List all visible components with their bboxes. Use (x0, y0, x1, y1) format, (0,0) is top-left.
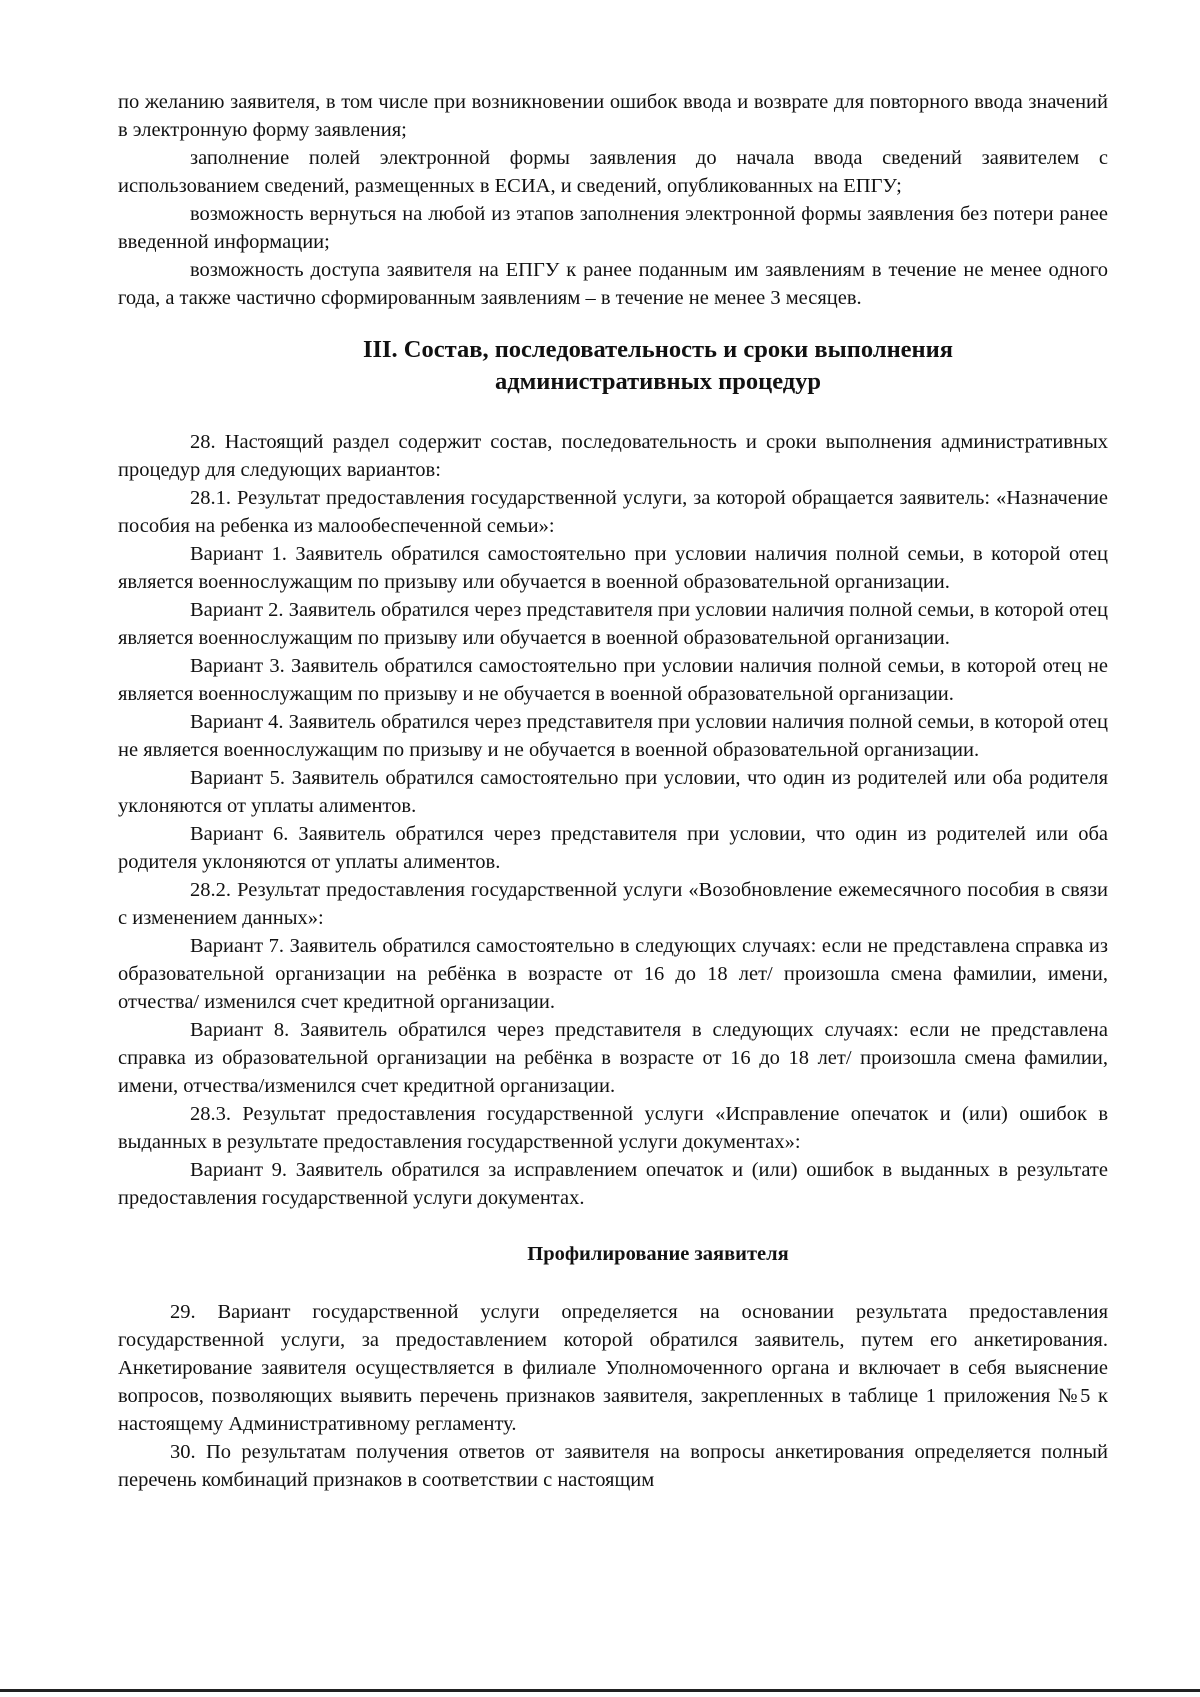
spacer (118, 398, 1108, 428)
intro-paragraph-4: возможность доступа заявителя на ЕПГУ к ранее поданным им заявлениям в течение не менее одного года, а также частично сформированным заявлениям – в течение не менее 3 месяцев. (118, 259, 1108, 309)
intro-paragraph-1: по желанию заявителя, в том числе при возникновении ошибок ввода и возврате для повторного ввода значений в электронную форму заявления; (118, 91, 1108, 141)
paragraph-28: 28. Настоящий раздел содержит состав, последовательность и сроки выполнения административных процедур для следующих вариантов: (118, 431, 1108, 481)
document-page (118, 88, 1108, 1494)
paragraph-28-1: 28.1. Результат предоставления государственной услуги, за которой обращается заявитель: «Назначение пособия на ребенка из малообеспеченной семьи»: (118, 487, 1108, 537)
paragraph-29: 29. Вариант государственной услуги определяется на основании результата предоставления государственной услуги, за предоставлением которой обратился заявитель, путем его анкетирования. Анкетирование заявителя осуществляется в филиале Уполномоченного органа и включает в себя выяснение вопросов, позволяющих выявить перечень признаков заявителя, закрепленных в таблице 1 приложения №5 к настоящему Административному регламенту. (118, 1301, 1108, 1435)
variant-8: Вариант 8. Заявитель обратился через представителя в следующих случаях: если не представлена справка из образовательной организации на ребёнка в возрасте от 16 до 18 лет/ произошла смена фамилии, имени, отчества/изменился счет кредитной организации. (118, 1019, 1108, 1097)
variant-6: Вариант 6. Заявитель обратился через представителя при условии, что один из родителей или оба родителя уклоняются от уплаты алиментов. (118, 823, 1108, 873)
spacer (118, 1212, 1108, 1240)
paragraph-30: 30. По результатам получения ответов от заявителя на вопросы анкетирования определяется полный перечень комбинаций признаков в соответствии с настоящим (118, 1441, 1108, 1491)
spacer (118, 1268, 1108, 1298)
paragraph-28-2: 28.2. Результат предоставления государственной услуги «Возобновление ежемесячного пособия в связи с изменением данных»: (118, 879, 1108, 929)
scan-bottom-edge-line (0, 1689, 1200, 1692)
variant-2: Вариант 2. Заявитель обратился через представителя при условии наличия полной семьи, в которой отец является военнослужащим по призыву или обучается в военной образовательной организации. (118, 599, 1108, 649)
intro-paragraph-3: возможность вернуться на любой из этапов заполнения электронной формы заявления без потери ранее введенной информации; (118, 203, 1108, 253)
variant-5: Вариант 5. Заявитель обратился самостоятельно при условии, что один из родителей или оба родителя уклоняются от уплаты алиментов. (118, 767, 1108, 817)
variant-7: Вариант 7. Заявитель обратился самостоятельно в следующих случаях: если не представлена справка из образовательной организации на ребёнка в возрасте от 16 до 18 лет/ произошла смена фамилии, имени, отчества/ изменился счет кредитной организации. (118, 935, 1108, 1013)
variant-3: Вариант 3. Заявитель обратился самостоятельно при условии наличия полной семьи, в которой отец не является военнослужащим по призыву и не обучается в военной образовательной организации. (118, 655, 1108, 705)
section-3-title-line-2: административных процедур (494, 368, 822, 395)
section-3-title-line-1: III. Состав, последовательность и сроки выполнения (362, 336, 954, 363)
variant-1: Вариант 1. Заявитель обратился самостоятельно при условии наличия полной семьи, в которой отец является военнослужащим по призыву или обучается в военной образовательной организации. (118, 543, 1108, 593)
profiling-title: Профилирование заявителя (527, 1243, 789, 1265)
intro-paragraph-2: заполнение полей электронной формы заявления до начала ввода сведений заявителем с использованием сведений, размещенных в ЕСИА, и сведений, опубликованных на ЕПГУ; (118, 147, 1108, 197)
spacer (118, 312, 1108, 334)
paragraph-28-3: 28.3. Результат предоставления государственной услуги «Исправление опечаток и (или) ошибок в выданных в результате предоставления государственной услуги документах»: (118, 1103, 1108, 1153)
variant-4: Вариант 4. Заявитель обратился через представителя при условии наличия полной семьи, в которой отец не является военнослужащим по призыву и не обучается в военной образовательной организации. (118, 711, 1108, 761)
section-3-title (118, 334, 1108, 398)
variant-9: Вариант 9. Заявитель обратился за исправлением опечаток и (или) ошибок в выданных в результате предоставления государственной услуги документах. (118, 1159, 1108, 1209)
